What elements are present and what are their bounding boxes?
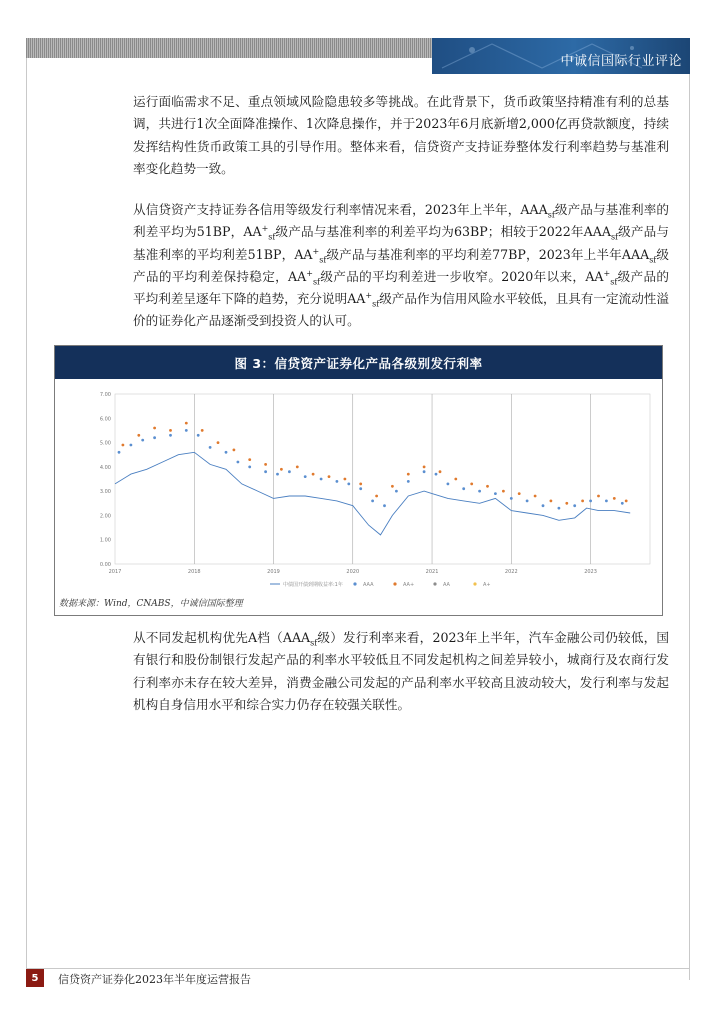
data-point-2: [280, 468, 283, 471]
data-point-1: [407, 480, 410, 483]
legend-swatch: [393, 582, 396, 585]
data-point-2: [486, 485, 489, 488]
data-point-2: [391, 485, 394, 488]
data-point-2: [613, 497, 616, 500]
y-tick-label: 3.00: [99, 489, 111, 496]
y-tick-label: 1.00: [99, 537, 111, 544]
data-point-1: [169, 434, 172, 437]
x-tick-label: 2021: [425, 569, 439, 575]
page-header: [26, 38, 690, 74]
footer-title: 信贷资产证券化2023年半年度运营报告: [58, 973, 251, 986]
header-banner: [432, 38, 690, 74]
legend-swatch: [353, 582, 356, 585]
legend-label: AAA: [363, 582, 374, 588]
data-point-1: [153, 436, 156, 439]
data-point-2: [597, 495, 600, 498]
data-point-1: [447, 483, 450, 486]
y-tick-label: 7.00: [99, 392, 111, 398]
series-line-0: [115, 452, 630, 535]
x-tick-label: 2022: [504, 569, 518, 575]
legend-label: A+: [483, 582, 491, 588]
data-point-1: [526, 500, 529, 503]
x-tick-label: 2023: [584, 569, 597, 575]
data-point-2: [312, 473, 315, 476]
data-point-2: [625, 500, 628, 503]
data-point-1: [264, 470, 267, 473]
data-point-1: [510, 497, 513, 500]
legend-swatch: [473, 582, 476, 585]
paragraph-3: 从不同发起机构优先A档（$AAA_{sf}$级）发行利率来看，2023年上半年，汽车金融公司仍较低，国有银行和股份制银行发起产品的利率水平较低且不同发起机构之间差异较小，城商行及农商行发行利率亦未存在较大差异，消费金融公司发起的产品利率水平较高且波动较大，发行利率与发起机构自身信用水平和综合实力仍存在较强关联性。: [133, 630, 669, 712]
data-point-2: [328, 475, 331, 478]
data-point-1: [336, 480, 339, 483]
data-point-2: [264, 463, 267, 466]
data-point-1: [383, 504, 386, 507]
y-tick-label: 4.00: [99, 464, 111, 471]
data-point-2: [454, 478, 457, 481]
data-point-2: [534, 495, 537, 498]
data-point-1: [320, 478, 323, 481]
plot-area: [115, 394, 650, 564]
x-tick-label: 2020: [346, 569, 360, 575]
y-tick-label: 6.00: [99, 416, 111, 423]
data-point-1: [248, 466, 251, 469]
data-point-2: [201, 429, 204, 432]
data-point-1: [185, 429, 188, 432]
data-point-1: [359, 487, 362, 490]
data-point-1: [478, 490, 481, 493]
data-point-1: [304, 475, 307, 478]
data-point-1: [558, 507, 561, 510]
y-tick-label: 2.00: [99, 513, 111, 520]
data-point-2: [122, 444, 125, 447]
data-point-2: [581, 500, 584, 503]
data-point-1: [621, 502, 624, 505]
data-point-1: [237, 461, 240, 464]
x-tick-label: 2019: [267, 569, 280, 575]
data-point-1: [130, 444, 133, 447]
data-point-2: [565, 502, 568, 505]
paragraph-1: 运行面临需求不足、重点领域风险隐患较多等挑战。在此背景下，货币政策坚持精准有利的总基调，共进行1次全面降准操作、1次降息操作，并于2023年6月底新增2,000亿再贷款额度，持续发挥结构性货币政策工具的引导作用。整体来看，信贷资产支持证券整体发行利率趋势与基准利率变化趋势一致。: [133, 94, 669, 176]
data-point-2: [137, 434, 140, 437]
data-point-1: [423, 470, 426, 473]
legend-label: AA+: [403, 582, 415, 588]
data-point-1: [118, 451, 121, 454]
data-point-1: [347, 483, 350, 486]
data-point-2: [153, 427, 156, 430]
data-point-1: [589, 500, 592, 503]
page-footer: [26, 968, 690, 986]
data-point-1: [542, 504, 545, 507]
data-point-1: [288, 470, 291, 473]
header-title: 中诚信国际行业评论: [560, 54, 682, 69]
data-point-2: [217, 441, 220, 444]
page-number: 5: [26, 969, 44, 987]
data-point-2: [518, 492, 521, 495]
data-point-2: [423, 466, 426, 469]
data-point-2: [439, 470, 442, 473]
data-point-2: [344, 478, 347, 481]
data-point-1: [605, 500, 608, 503]
figure-title: 图 3：信贷资产证券化产品各级别发行利率: [55, 346, 662, 379]
data-point-1: [209, 446, 212, 449]
data-point-2: [375, 495, 378, 498]
data-point-2: [407, 473, 410, 476]
data-point-2: [502, 490, 505, 493]
legend-swatch: [433, 582, 436, 585]
header-stripe: [26, 38, 432, 58]
figure-source: 数据来源：Wind，CNABS，中诚信国际整理: [59, 599, 243, 609]
x-tick-label: 2017: [108, 569, 122, 575]
legend-label: 中债国开债到期收益率:1年: [283, 582, 343, 588]
data-point-2: [550, 500, 553, 503]
data-point-2: [233, 449, 236, 452]
data-point-1: [371, 500, 374, 503]
data-point-1: [494, 492, 497, 495]
figure-3: [54, 345, 663, 616]
data-point-1: [197, 434, 200, 437]
data-point-1: [225, 451, 228, 454]
data-point-2: [296, 466, 299, 469]
x-tick-label: 2018: [187, 569, 201, 575]
rate-chart: [55, 379, 662, 597]
data-point-2: [470, 483, 473, 486]
data-point-1: [462, 487, 465, 490]
data-point-2: [169, 429, 172, 432]
data-point-2: [359, 483, 362, 486]
legend-label: AA: [443, 582, 450, 588]
y-tick-label: 0.00: [99, 562, 111, 568]
data-point-1: [435, 473, 438, 476]
data-point-2: [248, 458, 251, 461]
data-point-2: [185, 422, 188, 425]
data-point-1: [573, 504, 576, 507]
paragraph-2: 从信贷资产支持证券各信用等级发行利率情况来看，2023年上半年，$AAA_{sf}$级产品与基准利率的利差平均为51BP，$AA^+_{sf}$级产品与基准利率的利差平均为63BP；相较于2022年$AAA_{sf}$级产品与基准利率的平均利差51BP，$AA^+_{sf}$级产品与基准利率的平均利差77BP，2023年上半年$AAA_{sf}$级产品的平均利差保持稳定，$AA^+_{sf}$级产品的平均利差进一步收窄。2020年以来，$AA^+_{sf}$级产品的平均利差呈逐年下降的趋势，充分说明$AA^+_{sf}$级产品作为信用风险水平较低，且具有一定流动性溢价的证券化产品逐渐受到投资人的认可。: [133, 202, 670, 329]
y-tick-label: 5.00: [99, 440, 111, 447]
data-point-1: [141, 439, 144, 442]
data-point-1: [395, 490, 398, 493]
data-point-1: [276, 473, 279, 476]
